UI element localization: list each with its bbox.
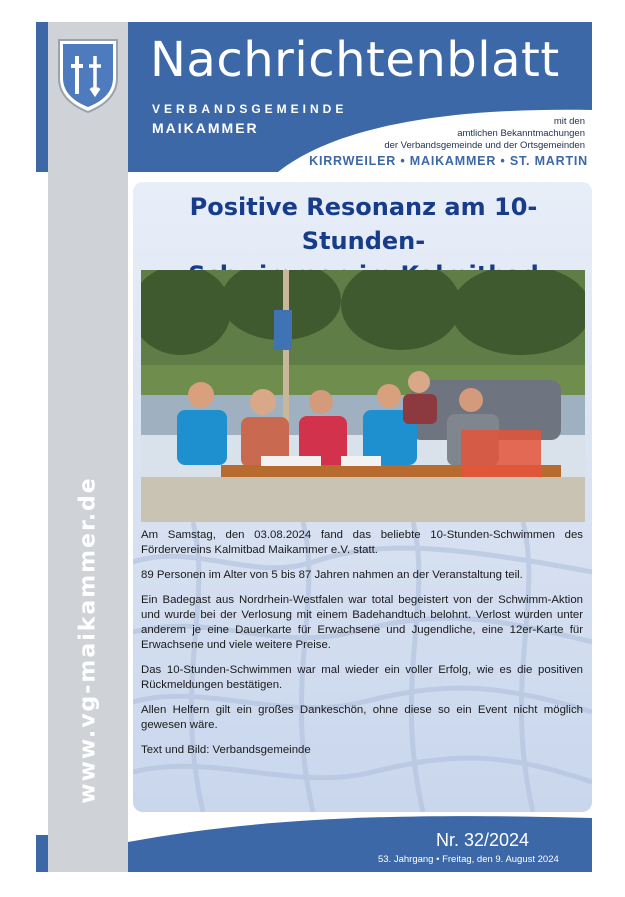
issue-number: Nr. 32/2024 — [436, 830, 530, 850]
article-paragraph-3: Ein Badegast aus Nordrhein-Westfalen war total begeistert von der Schwimm-Aktion und wurde bei der Verlosung mit einem Badehandtuch belohnt. Verlost wurden unter anderem je eine Dauerkarte für Erwachsene und Jugendliche, eine 12er-Karte für Erwachsene und viele weitere Preise. — [141, 594, 583, 651]
coat-of-arms-icon — [55, 36, 121, 114]
subtitle-line2: amtlichen Bekanntmachungen — [457, 128, 585, 139]
article-paragraph-5: Allen Helfern gilt ein großes Dankeschön, ohne diese so ein Event nicht möglich gewesen wäre. — [141, 704, 583, 731]
article-credit: Text und Bild: Verbandsgemeinde — [141, 744, 311, 756]
org-name-line2: MAIKAMMER — [152, 120, 259, 136]
subtitle-line3: der Verbandsgemeinde und der Ortsgemeinden — [384, 140, 585, 151]
issue-date: 53. Jahrgang • Freitag, den 9. August 2024 — [378, 854, 559, 865]
left-blue-accent-bottom — [36, 835, 48, 872]
article-body — [141, 528, 583, 768]
article-paragraph-4: Das 10-Stunden-Schwimmen war mal wieder ein voller Erfolg, wie es die positiven Rückmeldungen bestätigen. — [141, 664, 583, 691]
subtitle-line1: mit den — [553, 116, 585, 127]
event-photo — [141, 270, 585, 522]
org-name-line1: VERBANDSGEMEINDE — [152, 102, 348, 116]
headline-line1: Positive Resonanz am 10-Stunden- — [189, 193, 538, 255]
left-blue-accent — [36, 22, 48, 172]
masthead-title: Nachrichtenblatt — [150, 32, 560, 88]
sidebar-url: www.vg-maikammer.de — [75, 476, 101, 804]
towns-line: KIRRWEILER • MAIKAMMER • ST. MARTIN — [309, 154, 588, 168]
article-paragraph-1: Am Samstag, den 03.08.2024 fand das beliebte 10-Stunden-Schwimmen des Fördervereins Kalmitbad Maikammer e.V. statt. — [141, 529, 583, 556]
article-paragraph-2: 89 Personen im Alter von 5 bis 87 Jahren nahmen an der Veranstaltung teil. — [141, 569, 523, 581]
masthead-subtitle — [290, 116, 585, 152]
